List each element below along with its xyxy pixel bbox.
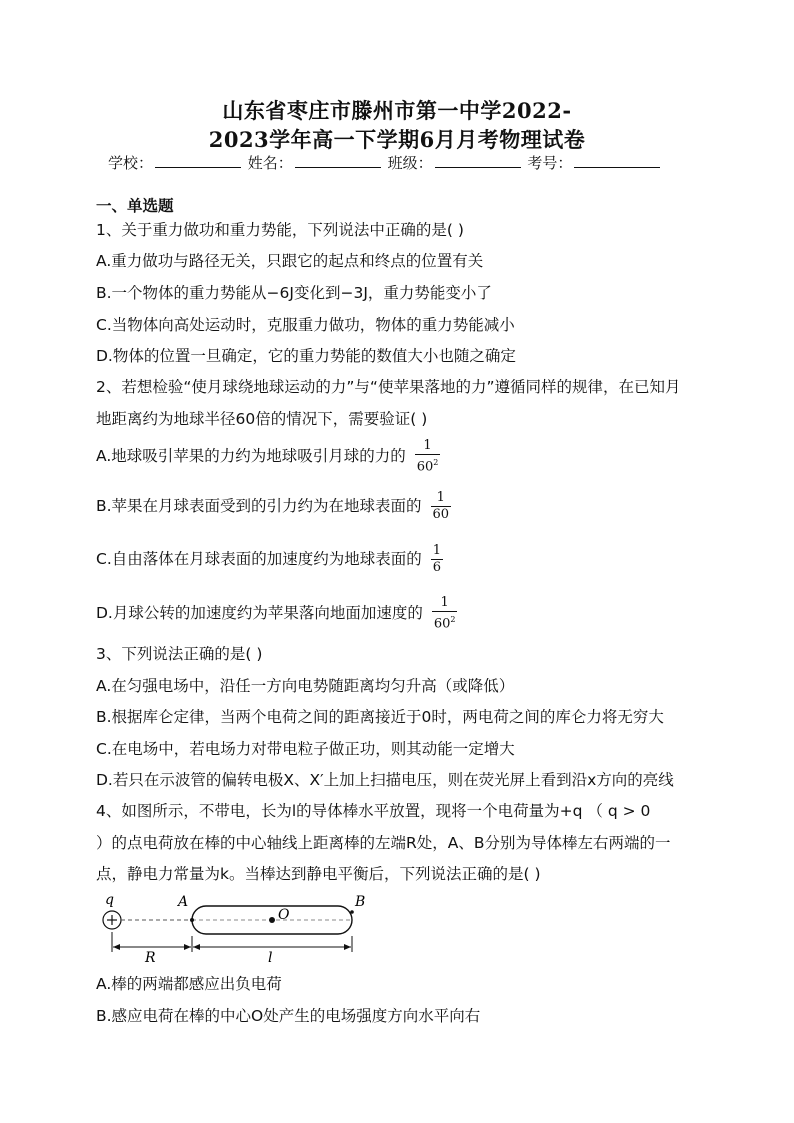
arrow-left-icon xyxy=(113,944,120,950)
fraction-denominator: 60 xyxy=(432,507,450,522)
q4-option-a: A.棒的两端都感应出负电荷 xyxy=(96,975,282,993)
conductor-rod-diagram xyxy=(100,892,370,964)
center-point-o xyxy=(269,917,275,923)
fraction-denominator: 6 xyxy=(432,560,441,575)
arrow-right-icon xyxy=(184,944,191,950)
q4-option-b: B.感应电荷在棒的中心O处产生的电场强度方向水平向右 xyxy=(96,1007,481,1025)
exam-no-blank[interactable] xyxy=(574,155,660,168)
name-blank[interactable] xyxy=(295,155,381,168)
arrow-left-icon xyxy=(193,944,200,950)
arrow-right-icon xyxy=(344,944,351,950)
endpoint-b xyxy=(350,910,354,914)
q2-option-d xyxy=(96,595,457,632)
q1-option-a: A.重力做功与路径无关，只跟它的起点和终点的位置有关 xyxy=(96,252,484,270)
fraction-denominator: $60^2$ xyxy=(432,611,458,632)
q2-option-b xyxy=(96,490,451,523)
label-a: A xyxy=(178,894,189,910)
endpoint-a xyxy=(190,918,194,922)
fraction-numerator: 1 xyxy=(423,438,432,453)
student-info-row xyxy=(108,152,688,173)
class-blank[interactable] xyxy=(435,155,521,168)
charge-label-q: q xyxy=(105,892,114,908)
q1-option-b: B.一个物体的重力势能从−6J变化到−3J，重力势能变小了 xyxy=(96,284,492,302)
q2-option-d-fraction xyxy=(432,595,458,632)
q3-option-d: D.若只在示波管的偏转电极X、X′上加上扫描电压，则在荧光屏上看到沿x方向的亮线 xyxy=(96,771,674,789)
class-label: 班级： xyxy=(387,154,433,172)
school-label: 学校： xyxy=(108,154,154,172)
q2-option-c-text: C.自由落体在月球表面的加速度约为地球表面的 xyxy=(96,550,422,568)
fraction-numerator: 1 xyxy=(440,595,449,610)
q1-option-d: D.物体的位置一旦确定，它的重力势能的数值大小也随之确定 xyxy=(96,347,516,365)
exam-title-line2: 2023学年高一下学期6月月考物理试卷 xyxy=(208,127,586,152)
q3-stem: 3、下列说法正确的是( ) xyxy=(96,645,263,663)
exam-title-line1: 山东省枣庄市滕州市第一中学2022- xyxy=(222,98,572,123)
q2-option-d-text: D.月球公转的加速度约为苹果落向地面加速度的 xyxy=(96,604,423,623)
label-o: O xyxy=(278,907,290,923)
q2-stem-line2: 地距离约为地球半径60倍的情况下，需要验证( ) xyxy=(96,410,428,428)
fraction-numerator: 1 xyxy=(432,543,441,558)
distance-label-r: R xyxy=(145,950,156,964)
exam-no-label: 考号： xyxy=(527,154,573,172)
q2-option-b-fraction xyxy=(431,490,452,523)
q2-stem-line1: 2、若想检验“使月球绕地球运动的力”与“使苹果落地的力”遵循同样的规律，在已知月 xyxy=(96,378,681,396)
q1-option-c: C.当物体向高处运动时，克服重力做功，物体的重力势能减小 xyxy=(96,316,515,334)
q2-option-a xyxy=(96,438,440,475)
section-title: 一、单选题 xyxy=(96,197,174,215)
fraction-denominator: $60^2$ xyxy=(415,454,441,475)
length-label-l: l xyxy=(268,950,273,964)
q3-option-a: A.在匀强电场中，沿任一方向电势随距离均匀升高（或降低） xyxy=(96,677,515,695)
q2-option-c xyxy=(96,543,443,576)
fraction-numerator: 1 xyxy=(436,490,445,505)
q4-stem-line3: 点，静电力常量为k。当棒达到静电平衡后，下列说法正确的是( ) xyxy=(96,865,541,883)
label-b: B xyxy=(355,894,366,910)
name-label: 姓名： xyxy=(247,154,293,172)
q2-option-b-text: B.苹果在月球表面受到的引力约为在地球表面的 xyxy=(96,497,422,515)
q2-option-a-text: A.地球吸引苹果的力约为地球吸引月球的力的 xyxy=(96,447,406,466)
q4-stem-line2: ）的点电荷放在棒的中心轴线上距离棒的左端R处，A、B分别为导体棒左右两端的一 xyxy=(96,834,671,852)
q4-stem-line1: 4、如图所示，不带电，长为l的导体棒水平放置，现将一个电荷量为+q （ q > 0 xyxy=(96,802,651,820)
q3-option-b: B.根据库仑定律，当两个电荷之间的距离接近于0时，两电荷之间的库仑力将无穷大 xyxy=(96,708,664,726)
school-blank[interactable] xyxy=(155,155,241,168)
q2-option-a-fraction xyxy=(415,438,441,475)
q3-option-c: C.在电场中，若电场力对带电粒子做正功，则其动能一定增大 xyxy=(96,740,515,758)
q1-stem: 1、关于重力做功和重力势能，下列说法中正确的是( ) xyxy=(96,221,464,239)
q2-option-c-fraction xyxy=(431,543,443,576)
